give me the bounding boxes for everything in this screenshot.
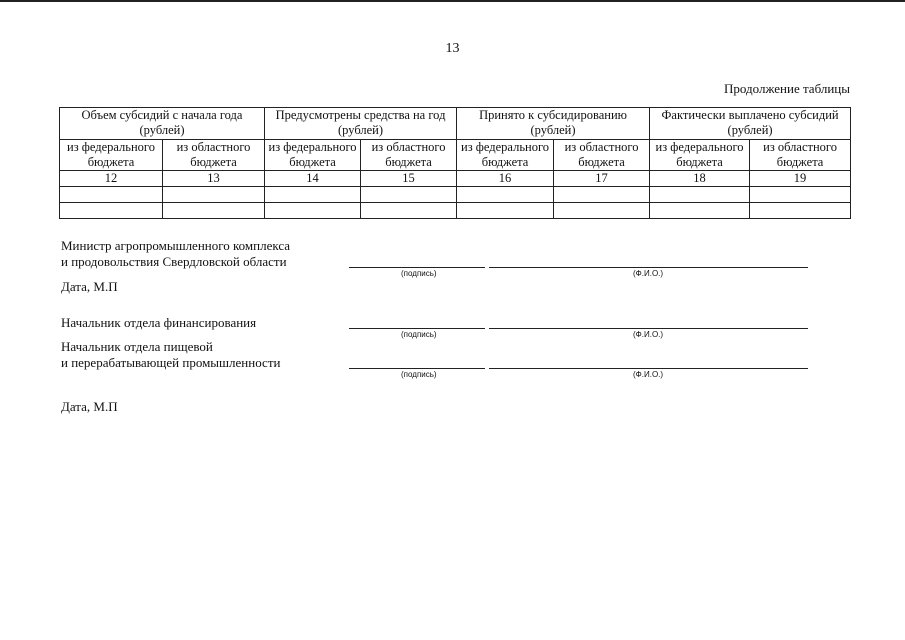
top-border	[0, 0, 905, 2]
subheader-cell: из федерального бюджета	[265, 140, 361, 171]
name-line	[489, 328, 808, 329]
table-cell	[60, 203, 163, 219]
name-line	[489, 368, 808, 369]
table-cell	[457, 203, 554, 219]
minister-title-line2: и продовольствия Свердловской области	[61, 254, 287, 269]
signature-caption: (подпись)	[401, 330, 437, 339]
food-head-title-line2: и перерабатывающей промышленности	[61, 355, 281, 370]
name-caption: (Ф.И.О.)	[633, 269, 664, 278]
column-number: 14	[265, 171, 361, 187]
table-cell	[554, 187, 650, 203]
table-cell	[750, 187, 851, 203]
table-cell	[163, 187, 265, 203]
table-row	[60, 187, 851, 203]
column-number: 12	[60, 171, 163, 187]
group-header: Объем субсидий с начала года (рублей)	[60, 108, 265, 140]
column-number: 15	[361, 171, 457, 187]
table-cell	[554, 203, 650, 219]
column-number: 17	[554, 171, 650, 187]
subheader-cell: из областного бюджета	[750, 140, 851, 171]
signature-line	[349, 368, 485, 369]
name-caption: (Ф.И.О.)	[633, 370, 664, 379]
minister-title-line1: Министр агропромышленного комплекса	[61, 238, 291, 253]
finance-head-title: Начальник отдела финансирования	[61, 315, 257, 330]
subheader-cell: из областного бюджета	[361, 140, 457, 171]
subheader-cell: из федерального бюджета	[650, 140, 750, 171]
date-stamp-label: Дата, М.П	[61, 399, 118, 414]
table-group-header-row	[60, 108, 851, 140]
table-cell	[163, 203, 265, 219]
group-header: Предусмотрены средства на год (рублей)	[265, 108, 457, 140]
subsidy-table	[59, 107, 851, 219]
group-header: Фактически выплачено субсидий (рублей)	[650, 108, 851, 140]
table-cell	[265, 187, 361, 203]
signature-caption: (подпись)	[401, 370, 437, 379]
column-number: 16	[457, 171, 554, 187]
column-number: 13	[163, 171, 265, 187]
table-row	[60, 203, 851, 219]
subheader-cell: из федерального бюджета	[457, 140, 554, 171]
table-cell	[361, 203, 457, 219]
subheader-cell: из областного бюджета	[554, 140, 650, 171]
date-stamp-label: Дата, М.П	[61, 279, 118, 294]
continuation-label: Продолжение таблицы	[724, 81, 850, 96]
table-cell	[457, 187, 554, 203]
signature-line	[349, 328, 485, 329]
subheader-cell: из федерального бюджета	[60, 140, 163, 171]
table-subheader-row	[60, 140, 851, 171]
signature-caption: (подпись)	[401, 269, 437, 278]
table-cell	[265, 203, 361, 219]
signature-line	[349, 267, 485, 268]
group-header: Принято к субсидированию (рублей)	[457, 108, 650, 140]
name-caption: (Ф.И.О.)	[633, 330, 664, 339]
table-cell	[60, 187, 163, 203]
column-number: 18	[650, 171, 750, 187]
table-cell	[750, 203, 851, 219]
page-number: 13	[445, 41, 460, 56]
table-cell	[650, 203, 750, 219]
column-number: 19	[750, 171, 851, 187]
column-number-row	[60, 171, 851, 187]
table-cell	[650, 187, 750, 203]
food-head-title-line1: Начальник отдела пищевой	[61, 339, 213, 354]
name-line	[489, 267, 808, 268]
table-cell	[361, 187, 457, 203]
subheader-cell: из областного бюджета	[163, 140, 265, 171]
